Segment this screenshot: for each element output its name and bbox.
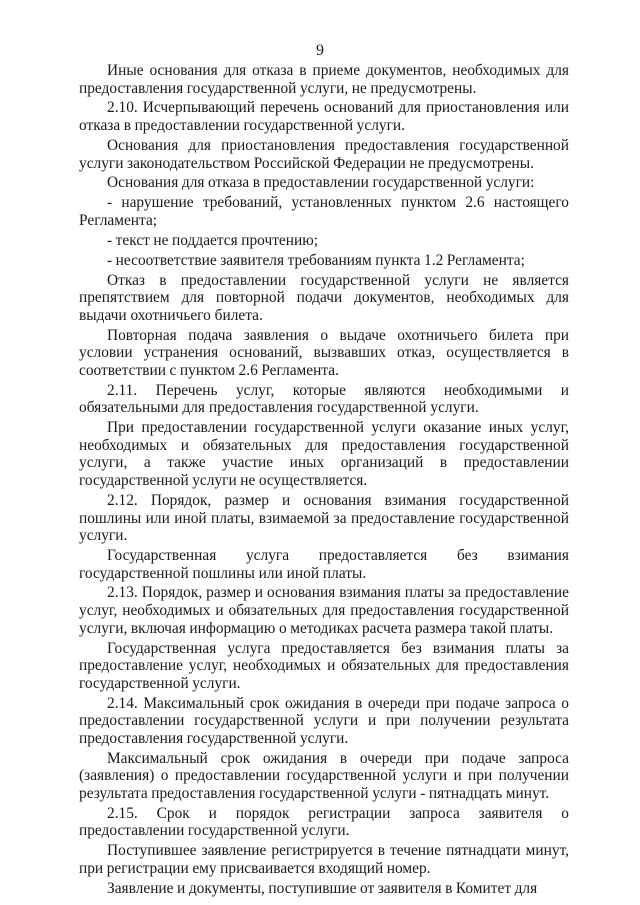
paragraph: Заявление и документы, поступившие от заявителя в Комитет для <box>107 879 538 897</box>
paragraph: Отказ в предоставлении государственной услуги не является препятствием для повторной подачи документов, необходимых для выдачи охотничьего билета. <box>79 271 569 324</box>
paragraph: Поступившее заявление регистрируется в течение пятнадцати минут, при регистрации ему присваивается входящий номер. <box>79 842 569 877</box>
paragraph: Государственная услуга предоставляется без взимания платы за предоставление услуг, необходимых и обязательных для предоставления государственной услуги. <box>79 639 569 692</box>
list-item: - нарушение требований, установленных пунктом 2.6 настоящего Регламента; <box>79 194 569 229</box>
paragraph: Государственная услуга предоставляется без взимания государственной пошлины или иной платы. <box>79 547 569 582</box>
list-item: - текст не поддается прочтению; <box>107 231 318 249</box>
document-body <box>79 62 569 900</box>
section-heading-2-12: 2.12. Порядок, размер и основания взимания государственной пошлины или иной платы, взимаемой за предоставление государственной услуги. <box>79 491 569 545</box>
section-heading-2-13: 2.13. Порядок, размер и основания взимания платы за предоставление услуг, необходимых и обязательных для предоставления государственной услуги, включая информацию о методиках расчета размера такой платы. <box>79 584 569 637</box>
paragraph: Основания для отказа в предоставлении государственной услуги: <box>107 174 535 192</box>
page-number: 9 <box>316 42 324 59</box>
paragraph: Максимальный срок ожидания в очереди при подаче запроса (заявления) о предоставлении государственной услуги и при получении результата предоставления государственной услуги - пятнадцать минут. <box>79 749 569 802</box>
paragraph: При предоставлении государственной услуги оказание иных услуг, необходимых и обязательных для предоставления государственной услуги, а также участие иных организаций в предоставлении государственной услуги не осуществляется. <box>79 419 569 490</box>
section-heading-2-10: 2.10. Исчерпывающий перечень оснований для приостановления или отказа в предоставлении государственной услуги. <box>79 99 569 135</box>
section-heading-2-11: 2.11. Перечень услуг, которые являются необходимыми и обязательными для предоставления государственной услуги. <box>79 381 569 417</box>
paragraph: Иные основания для отказа в приеме документов, необходимых для предоставления государственной услуги, не предусмотрены. <box>79 62 569 97</box>
section-heading-2-14: 2.14. Максимальный срок ожидания в очереди при подаче запроса о предоставлении государственной услуги и при получении результата предоставления государственной услуги. <box>79 694 569 747</box>
paragraph: Основания для приостановления предоставления государственной услуги законодательством Российской Федерации не предусмотрены. <box>79 136 569 172</box>
paragraph: Повторная подача заявления о выдаче охотничьего билета при условии устранения оснований, вызвавших отказ, осуществляется в соответствии с пунктом 2.6 Регламента. <box>79 326 569 379</box>
list-item: - несоответствие заявителя требованиям пункта 1.2 Регламента; <box>107 251 525 269</box>
section-heading-2-15: 2.15. Срок и порядок регистрации запроса заявителя о предоставлении государственной услуги. <box>79 804 569 840</box>
